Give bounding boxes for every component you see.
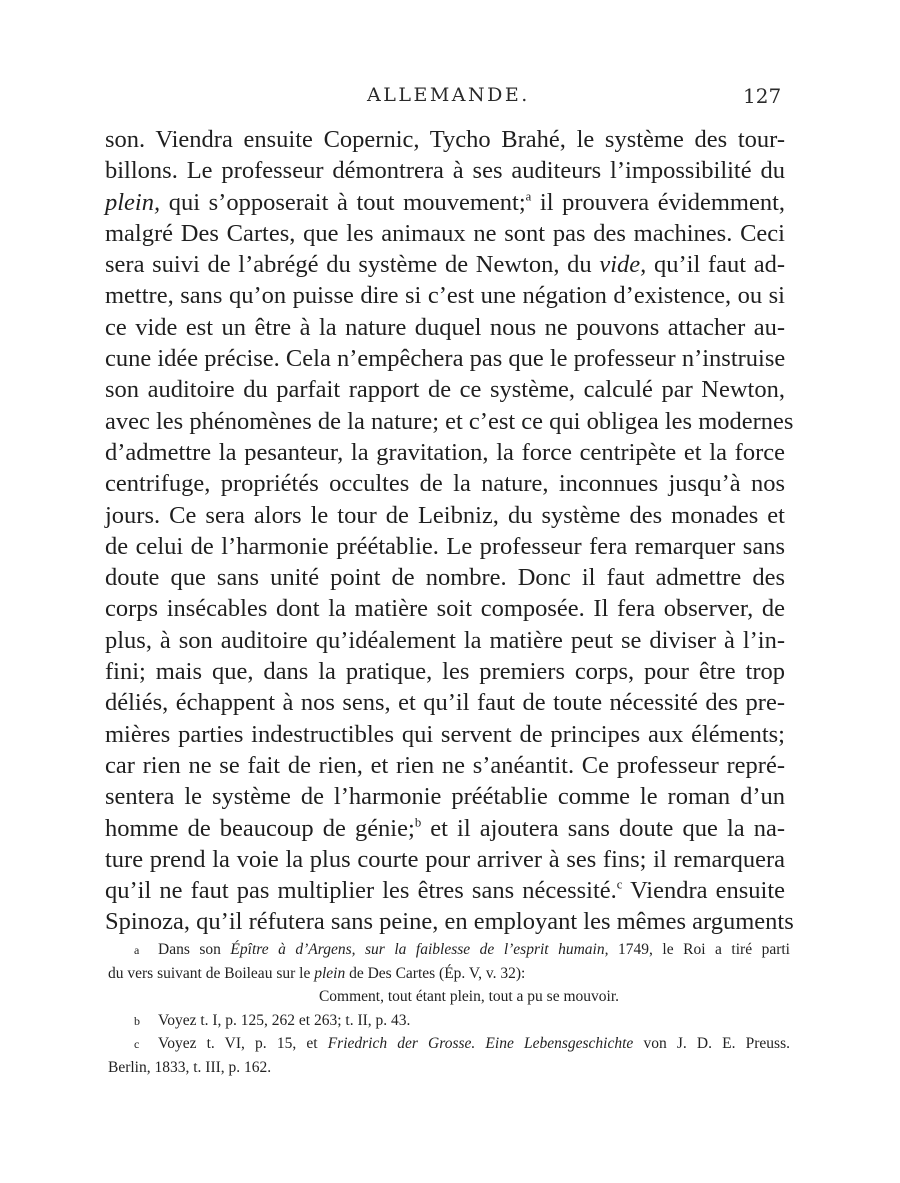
- text-run: fini; mais que, dans la pratique, les premiers corps, pour être trop: [105, 658, 785, 686]
- footnotes: [108, 938, 790, 1079]
- footnote-line: [108, 938, 790, 962]
- footnote-marker: c: [134, 1037, 140, 1051]
- text-line: [105, 468, 785, 499]
- text-run: billons. Le professeur démontrera à ses auditeurs l’impossibilité du: [105, 157, 785, 185]
- text-run: avec les phénomènes de la nature; et c’est ce qui obligea les modernes: [105, 407, 794, 435]
- text-line: [105, 312, 785, 343]
- text-run: Voyez t. VI, p. 15, et: [158, 1035, 328, 1052]
- italic-text: Friedrich der Grosse. Eine Lebensgeschichte: [327, 1035, 634, 1052]
- text-run: Voyez t. I, p. 125, 262 et 263; t. II, p. 43.: [158, 1011, 411, 1029]
- running-title: ALLEMANDE.: [367, 84, 530, 106]
- text-line: [105, 249, 785, 280]
- text-line: [105, 218, 785, 249]
- text-line: [105, 906, 794, 937]
- text-line: [105, 500, 785, 531]
- text-run: Spinoza, qu’il réfutera sans peine, en employant les mêmes arguments: [105, 908, 794, 936]
- text-line: [105, 656, 785, 687]
- text-line: [105, 687, 785, 718]
- footnote-marker: a: [134, 943, 140, 957]
- text-run: du vers suivant de Boileau sur le: [108, 964, 315, 982]
- text-run: son. Viendra ensuite Copernic, Tycho Brahé, le système des tour-: [105, 126, 785, 153]
- italic-text: Épître à d’Argens, sur la faiblesse de l’esprit humain,: [230, 941, 609, 958]
- text-run: 1749, le Roi a tiré parti: [608, 941, 790, 958]
- footnote-line: [108, 1056, 790, 1080]
- main-text: [105, 124, 794, 938]
- text-run: de celui de l’harmonie préétablie. Le professeur fera remarquer sans: [105, 532, 785, 560]
- text-run: qu’il faut ad-: [646, 251, 785, 279]
- text-run: ce vide est un être à la nature duquel nous ne pouvons attacher au-: [105, 313, 785, 341]
- text-run: centrifuge, propriétés occultes de la nature, inconnues jusqu’à nos: [105, 470, 785, 498]
- footnote-line: [108, 1009, 790, 1033]
- text-run: corps insécables dont la matière soit composée. Il fera observer, de: [105, 595, 785, 623]
- footnote-line: [108, 962, 790, 986]
- text-run: déliés, échappent à nos sens, et qu’il faut de toute nécessité des pre-: [105, 689, 785, 717]
- text-line: [105, 719, 785, 750]
- text-run: mettre, sans qu’on puisse dire si c’est une négation d’existence, ou si: [105, 282, 785, 310]
- text-run: qu’il ne faut pas multiplier les êtres sans nécessité.: [105, 877, 617, 905]
- text-run: Viendra ensuite: [622, 877, 786, 905]
- text-run: jours. Ce sera alors le tour de Leibniz, du système des monades et: [105, 501, 785, 529]
- footnote-reference: b: [414, 814, 422, 829]
- text-line: [105, 750, 785, 781]
- text-line: [105, 531, 785, 562]
- text-run: Comment, tout étant plein, tout a pu se mouvoir.: [318, 988, 620, 1005]
- text-run: sentera le système de l’harmonie préétablie comme le roman d’un: [105, 783, 785, 811]
- text-run: de Des Cartes (Ép. V, v. 32):: [345, 964, 526, 982]
- text-run: doute que sans unité point de nombre. Donc il faut admettre des: [105, 564, 785, 592]
- italic-text: plein,: [105, 188, 161, 216]
- footnote-reference: a: [525, 189, 532, 204]
- text-run: plus, à son auditoire qu’idéalement la matière peut se diviser à l’in-: [105, 626, 785, 654]
- footnote-marker: b: [134, 1013, 140, 1028]
- text-line: [105, 124, 785, 155]
- italic-text: vide,: [599, 251, 647, 279]
- text-line: [105, 155, 785, 186]
- text-run: il prouvera évidemment,: [531, 188, 785, 216]
- footnote-line: [108, 985, 790, 1009]
- text-run: qui s’opposerait à tout mouvement;: [160, 188, 526, 216]
- text-line: [105, 813, 785, 844]
- text-run: son auditoire du parfait rapport de ce système, calculé par Newton,: [105, 376, 785, 404]
- text-line: [105, 374, 785, 405]
- text-run: ture prend la voie la plus courte pour arriver à ses fins; il remarquera: [105, 845, 785, 873]
- text-run: Dans son: [158, 941, 231, 958]
- text-run: d’admettre la pesanteur, la gravitation, la force centripète et la force: [105, 438, 785, 466]
- text-line: [105, 844, 785, 875]
- text-run: mières parties indestructibles qui servent de principes aux éléments;: [105, 720, 785, 748]
- page-number: 127: [743, 84, 782, 108]
- text-line: [105, 437, 785, 468]
- italic-text: plein: [314, 964, 346, 982]
- text-line: [105, 875, 785, 906]
- text-run: Berlin, 1833, t. III, p. 162.: [108, 1058, 272, 1076]
- text-line: [105, 562, 785, 593]
- text-run: malgré Des Cartes, que les animaux ne sont pas des machines. Ceci: [105, 219, 785, 247]
- text-run: et il ajoutera sans doute que la na-: [421, 814, 785, 842]
- text-line: [105, 343, 785, 374]
- text-line: [105, 781, 785, 812]
- text-run: sera suivi de l’abrégé du système de Newton, du: [105, 251, 600, 279]
- text-line: [105, 625, 785, 656]
- footnote-line: [108, 1032, 790, 1056]
- text-run: von J. D. E. Preuss.: [633, 1035, 790, 1052]
- text-line: [105, 593, 785, 624]
- text-run: cune idée précise. Cela n’empêchera pas que le professeur n’instruise: [105, 345, 786, 373]
- text-line: [105, 280, 785, 311]
- text-line: [105, 406, 794, 437]
- footnote-reference: c: [616, 877, 623, 892]
- text-run: car rien ne se fait de rien, et rien ne s’anéantit. Ce professeur repré-: [105, 751, 785, 779]
- running-head: [0, 84, 900, 114]
- text-run: homme de beaucoup de génie;: [105, 814, 415, 842]
- text-line: [105, 187, 785, 218]
